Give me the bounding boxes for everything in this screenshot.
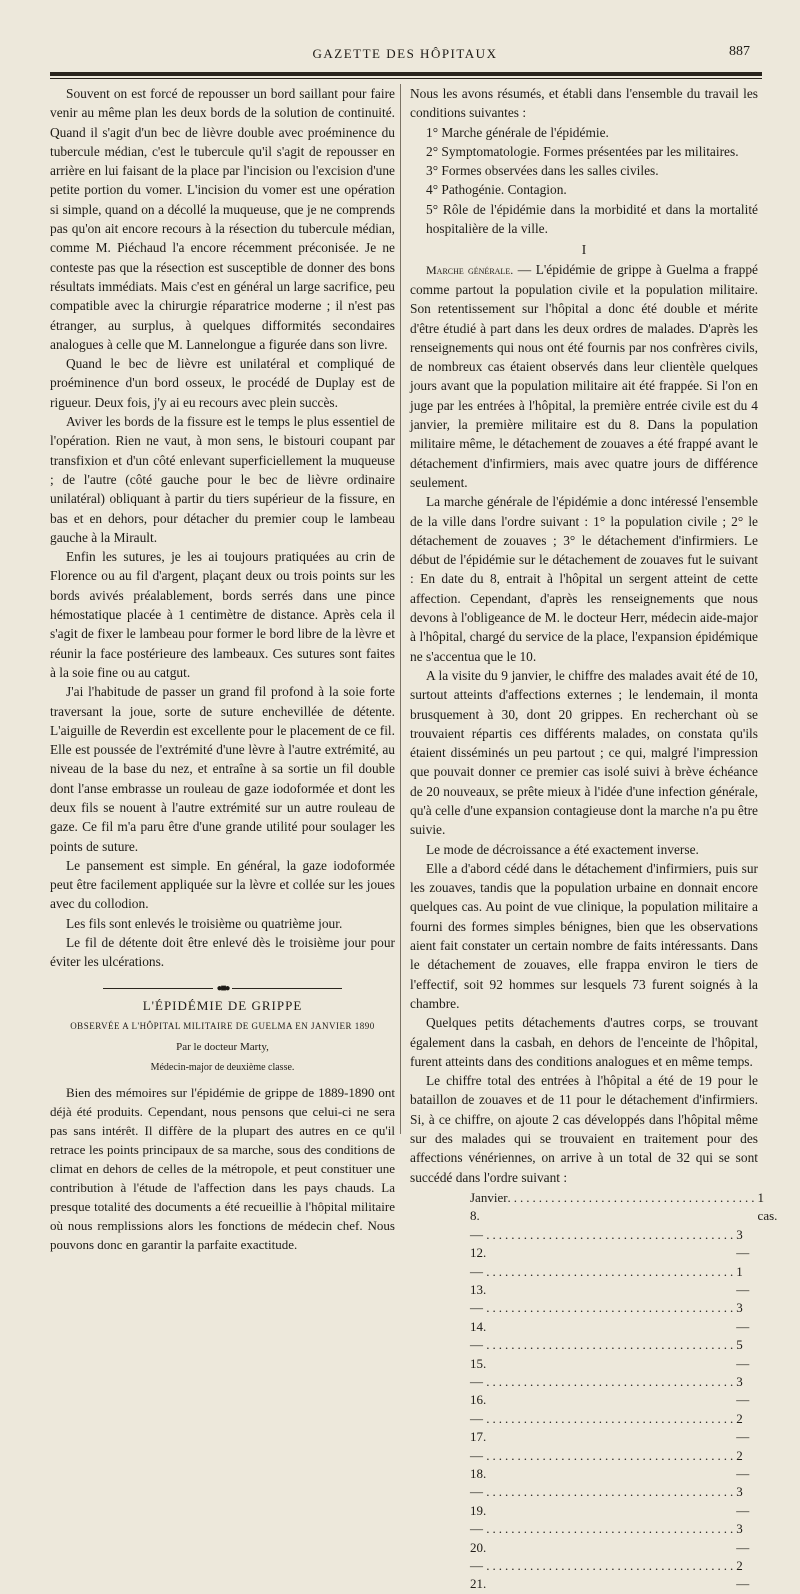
article-title: L'ÉPIDÉMIE DE GRIPPE (142, 997, 303, 1013)
case-count: 3 — (736, 1373, 750, 1408)
header-rule-thick (50, 72, 762, 76)
case-count: 3 — (736, 1226, 750, 1261)
case-count: 3 — (736, 1484, 750, 1518)
leader-dots: ........................................ (486, 1558, 737, 1574)
case-date: — 18. (470, 1447, 487, 1482)
condition-item: 1° Marche générale de l'épidémie. (426, 124, 609, 140)
case-date: Janvier 8. (470, 1189, 508, 1224)
section-number: I (581, 242, 587, 258)
table-row (470, 1557, 750, 1594)
paragraph: A la visite du 9 janvier, le chiffre des malades avait été de 10, surtout atteints d'affections externes ; le lendemain, il monta brusquement à 30, dont 20 grippes. En recherchant où se trouvaient répartis ces différents malades, on constata qu'ils étaient disséminés un peu partout ; ce qui, malgré l'impression que pouvait donner ce premier cas isolé suivi à brève échéance de 20 nouveaux, se prête mieux à l'idée d'une infection générale, qu'à celle d'une expansion contagieuse dont la marche n'a pu être suivie. (410, 667, 758, 838)
case-count: 5 — (736, 1337, 750, 1371)
leader-dots: ........................................ (486, 1447, 737, 1463)
leader-dots: ........................................ (486, 1373, 737, 1389)
paragraph: Le mode de décroissance a été exactement inverse. (426, 841, 699, 857)
left-column (50, 84, 395, 1254)
case-date: — 21. (470, 1558, 487, 1592)
table-row (470, 1336, 750, 1373)
page-header (50, 42, 760, 68)
cases-table (470, 1189, 778, 1594)
paragraph: Le fil de détente doit être enlevé dès le troisième jour pour éviter les ulcérations. (50, 935, 395, 970)
case-count: 3 — (736, 1300, 750, 1334)
case-date: — 13. (470, 1263, 487, 1297)
paragraph: Le pansement est simple. En général, la gaze iodoformée peut être facilement appliquée sur la lèvre et collée sur les joues avec du collodion. (50, 857, 395, 912)
conditions-intro: Nous les avons résumés, et établi dans l'ensemble du travail les conditions suivantes : (410, 86, 758, 121)
leader-dots: ........................................ (486, 1484, 737, 1500)
leader-dots: ........................................ (486, 1263, 737, 1279)
section-heading: Marche générale. (426, 262, 514, 277)
leader-dots: ........................................ (486, 1226, 737, 1242)
article-body (50, 1083, 395, 1254)
paragraph: Enfin les sutures, je les ai toujours pratiquées au crin de Florence ou au fil d'argent, plaçant deux ou trois points sur les bords avivés préalablement, bords serrés dans une pince hémostatique placée à 1 centimètre de distance. Après cela il s'agit de fixer le lambeau pour former le bord libre de la lèvre et réunir la face postérieure des lambeaux. Ces sutures sont faites à la soie fine ou au catgut. (50, 549, 395, 680)
journal-title: GAZETTE DES HÔPITAUX (312, 46, 498, 61)
table-row (470, 1410, 750, 1447)
leader-dots: ........................................ (486, 1521, 737, 1537)
case-date: — 12. (470, 1226, 487, 1261)
case-date: — 16. (470, 1373, 487, 1408)
table-row (470, 1373, 750, 1410)
case-count: 1 — (736, 1263, 750, 1297)
left-paragraphs (50, 84, 395, 972)
paragraph: Quelques petits détachements d'autres corps, se trouvant également dans la casbah, en dehors de l'enceinte de l'hôpital, furent atteints dans des conditions analogues et en même temps. (410, 1015, 758, 1069)
paragraph: Aviver les bords de la fissure est le temps le plus essentiel de l'opération. Rien ne vaut, à mon sens, le bistouri coupant par transfixion et d'un côté enlevant superficiellement la muqueuse ; de l'autre (côté gauche pour le bec de lièvre ordinaire unilatéral) obliquant à partir du tiers supérieur de la fissure, en bas et en dehors, pour détacher du premier coup le lambeau gauche à la Mirault. (50, 414, 395, 545)
article-separator: ●■● (50, 978, 395, 988)
table-row (470, 1189, 778, 1226)
case-count: 2 — (736, 1410, 750, 1445)
case-date: — 17. (470, 1410, 487, 1445)
table-row (470, 1483, 750, 1520)
header-rule-thin (50, 78, 762, 79)
condition-item: 3° Formes observées dans les salles civiles. (426, 163, 659, 179)
case-date: — 20. (470, 1521, 487, 1555)
page-number: 887 (729, 44, 750, 59)
conditions-list (410, 123, 758, 239)
paragraph: J'ai l'habitude de passer un grand fil profond à la soie forte traversant la joue, sorte de suture enchevillée de détente. L'aiguille de Reverdin est excellente pour le placement de ce fil. Elle est poussée de l'extrémité d'une lèvre à l'autre extrémité, au niveau de la base du nez, et entraîne à sa sortie un fil double dont l'anse embrasse un rouleau de gaze iodoformée et dont les deux fils se nouent à l'autre extrémité sur un autre rouleau de gaze. Ce fil m'a paru être d'une grande utilité pour soulager les points de suture. (50, 684, 395, 854)
case-date: — 15. (470, 1337, 487, 1371)
leader-dots: ........................................ (486, 1410, 737, 1426)
right-column (410, 84, 778, 1594)
leader-dots: ........................................ (507, 1189, 758, 1205)
table-row (470, 1226, 750, 1263)
case-count: 3 — (736, 1521, 750, 1555)
paragraph: Elle a d'abord cédé dans le détachement d'infirmiers, puis sur les zouaves, tandis que la population urbaine en donnait encore quelques cas. Au point de vue clinique, la population militaire a fourni des formes simples bénignes, bien que les observations aient fait constater un certain nombre de faits intéressants. Dans le détachement de zouaves, elle frappa environ le tiers de l'effectif, soit 92 hommes sur lesquels 73 furent soignés à la chambre. (410, 860, 758, 1011)
column-divider (400, 84, 401, 1134)
leader-dots: ........................................ (486, 1300, 737, 1316)
paragraph: Souvent on est forcé de repousser un bord saillant pour faire venir au même plan les deux bords de la solution de continuité. Quand il s'agit d'un bec de lièvre double avec proéminence du tubercule médian, c'est le tubercule qu'il s'agit de repousser en arrière en lui faisant de la place par l'incision ou l'excision d'une petite portion du vomer. L'incision du vomer est une opération si simple, quand on a décollé la muqueuse, que je ne comprends pas qu'on ait encore recours à la résection du tubercule médian, comme M. Piéchaud l'a encore récemment préconisée. Je ne conteste pas que la résection est susceptible de donner des bons résultats immédiats. Mais c'est en général un large sacrifice, peu compatible avec la chirurgie réparatrice moderne ; il n'est pas étranger, au surplus, à quelques difformités secondaires analogues à celle que M. Lannelongue a figurée dans son livre. (50, 86, 395, 352)
paragraph-text: — L'épidémie de grippe à Guelma a frappé comme partout la population civile et la population militaire. Son retentissement sur l'hôpital a donc été double et mérite d'être étudié à part dans les deux ordres de malades. D'après les renseignements qui nous ont été fournis par nos confrères civils, de nombreux cas étaient observés dans leur clientèle quelques jours avant que la population militaire ait été frappée. Si l'on en juge par les entrées à l'hôpital, la première entrée civile est du 4 janvier, la première militaire est du 8. Dans la population militaire même, le détachement de zouaves a été frappé avant le détachement d'infirmiers, mais avec quatre jours de différence seulement. (410, 261, 758, 490)
paragraph: La marche générale de l'épidémie a donc intéressé l'ensemble de la ville dans l'ordre suivant : 1° la population civile ; 2° le détachement de zouaves ; 3° le détachement d'infirmiers. Le début de l'épidémie sur le détachement de zouaves fut le suivant : En date du 8, entrait à l'hôpital un sergent atteint de cette affection. Cependant, d'après les renseignements que nous devons à l'obligeance de M. le docteur Herr, médecin aide-major à l'hôpital, chargé du service de la place, l'expansion épidémique ne s'accentua que le 10. (410, 494, 758, 664)
case-date: — 14. (470, 1300, 487, 1334)
right-paragraphs (410, 260, 758, 1187)
article-author-role: Médecin-major de deuxième classe. (150, 1061, 295, 1073)
leader-dots: ........................................ (486, 1337, 737, 1353)
paragraph: Le chiffre total des entrées à l'hôpital a été de 19 pour le bataillon de zouaves et de 11 pour le détachement d'infirmiers. Si, à ce chiffre, on ajoute 2 cas développés dans l'hôpital même sur des malades qui se trouvaient en traitement pour des affections vénériennes, on arrive à un total de 32 qui se sont succédé dans l'ordre suivant : (410, 1073, 758, 1185)
paragraph: Les fils sont enlevés le troisième ou quatrième jour. (66, 915, 343, 931)
case-date: — 19. (470, 1484, 487, 1518)
condition-item: 4° Pathogénie. Contagion. (426, 182, 567, 198)
case-count: 2 — (736, 1558, 750, 1592)
paragraph: Quand le bec de lièvre est unilatéral et compliqué de proéminence d'un bord osseux, le procédé de Duplay est de rigueur. Deux fois, j'y ai eu recours avec plein succès. (50, 356, 395, 410)
paragraph: Bien des mémoires sur l'épidémie de grippe de 1889-1890 ont déjà été produits. Cependant, nous pensons que celui-ci ne sera pas sans intérêt. Il diffère de la plupart des autres en ce qu'il retrace les points principaux de sa marche, sous des conditions de climat en dehors de celles de la métropole, et peut constituer une contribution à l'étude de l'affection dans les pays chauds. La presque totalité des documents a été recueillie à l'hôpital militaire où nous remplissions alors les fonctions de médecin chef. Nous pouvons donc en garantir la parfaite exactitude. (50, 1084, 395, 1252)
table-row (470, 1299, 750, 1336)
paragraph (410, 260, 758, 493)
condition-item: 2° Symptomatologie. Formes présentées par les militaires. (426, 143, 739, 159)
article-subtitle: OBSERVÉE A L'HÔPITAL MILITAIRE DE GUELMA EN JANVIER 1890 (70, 1020, 375, 1031)
condition-item: 5° Rôle de l'épidémie dans la morbidité et dans la mortalité hospitalière de la ville. (426, 201, 758, 237)
table-row (470, 1263, 750, 1300)
case-count: 1 cas. (757, 1189, 778, 1224)
article-author: Par le docteur Marty, (176, 1041, 269, 1054)
table-row (470, 1447, 750, 1484)
case-count: 2 — (736, 1447, 750, 1482)
table-row (470, 1520, 750, 1557)
